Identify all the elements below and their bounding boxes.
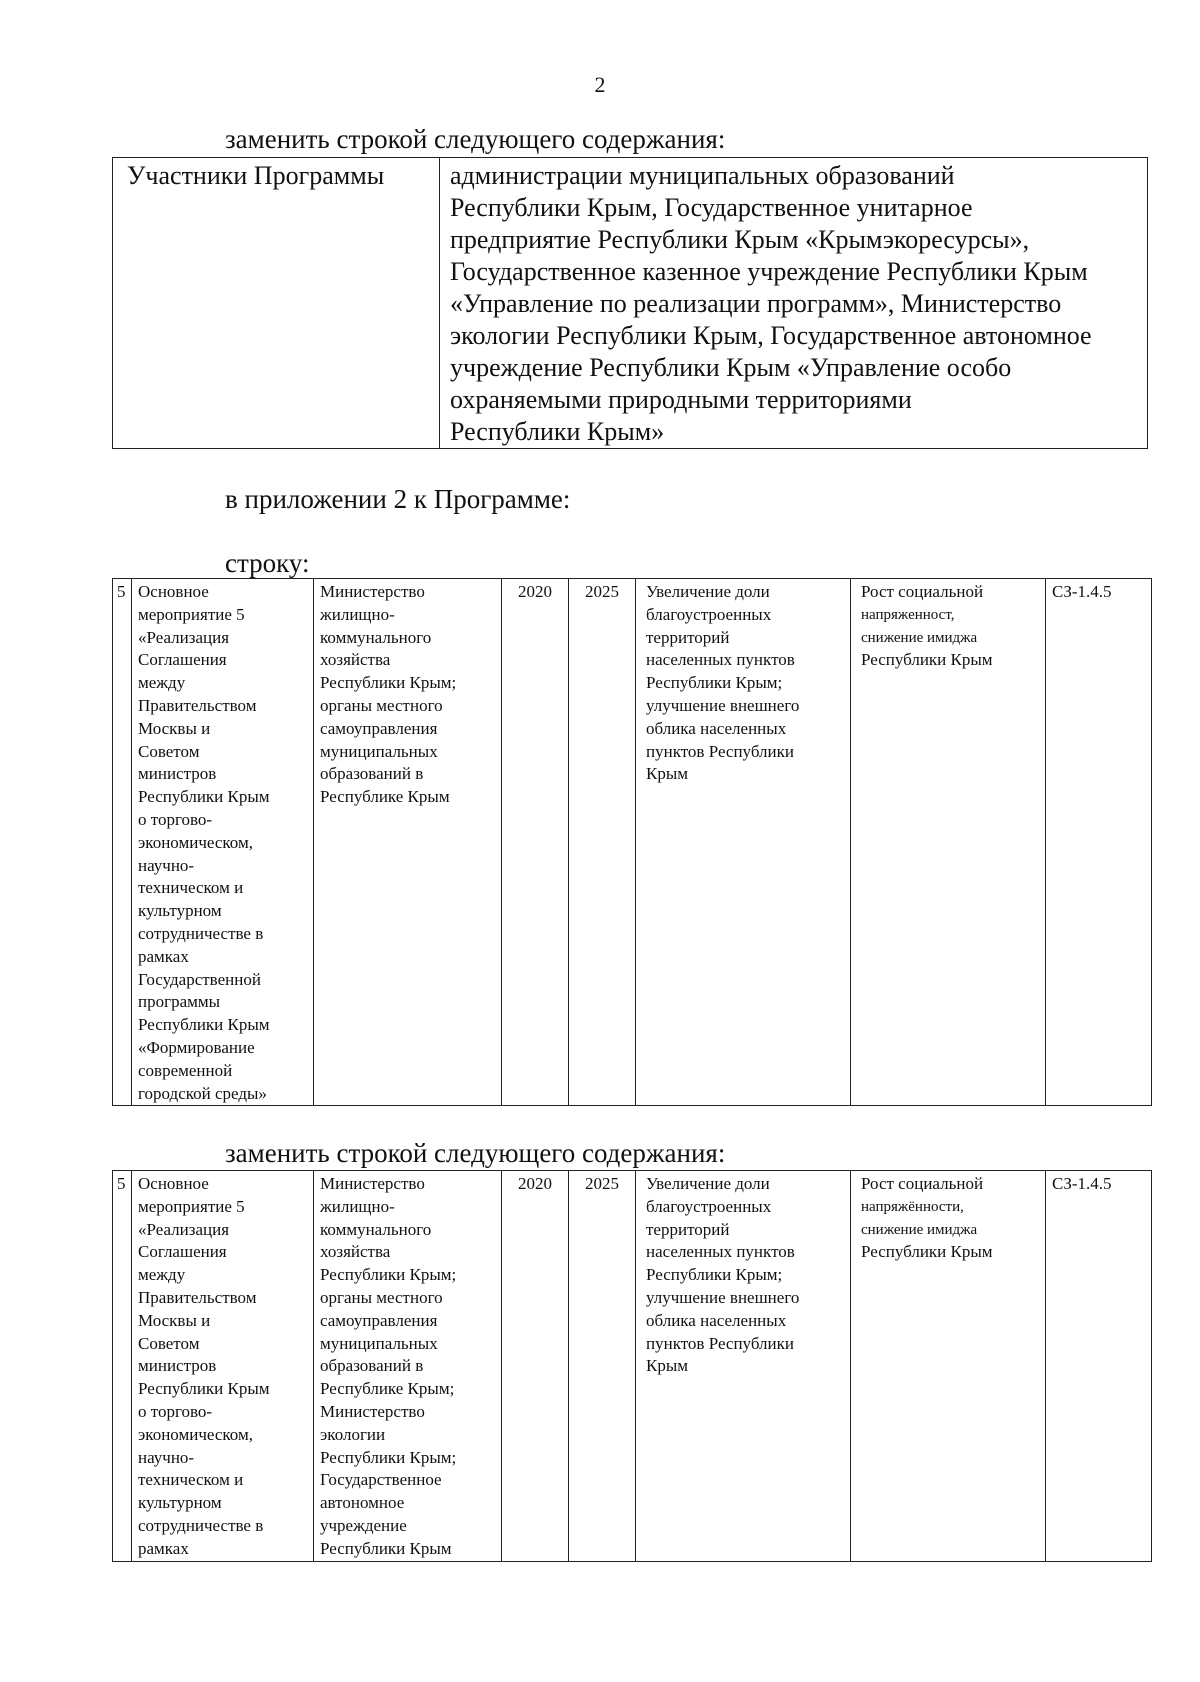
- row-risk-line1: Рост социальной: [861, 1174, 984, 1193]
- participants-content: [440, 158, 1148, 449]
- row-risk-line3: Республики Крым: [861, 1242, 993, 1262]
- section2-row-label: строку:: [225, 548, 310, 578]
- new-row-table: [112, 1170, 1152, 1562]
- row-code-text: СЗ-1.4.5: [1052, 1174, 1112, 1193]
- row-result-text: Увеличение доли благоустроенных территорий населенных пунктов Республики Крым; улучшение внешнего облика населенных пунктов Республики Крым: [646, 1174, 800, 1376]
- participants-row: [113, 158, 1148, 449]
- section1-intro: заменить строкой следующего содержания:: [225, 124, 726, 154]
- row-year-end-text: 2025: [585, 582, 619, 601]
- page-number: 2: [594, 72, 606, 97]
- row-executor-text: Министерство жилищно- коммунального хозяйства Республики Крым; органы местного самоуправления муниципальных образований в Республике Крым; Министерство экологии Республики Крым; Государственное автономное учреждение Республики Крым: [320, 1174, 457, 1558]
- row-executor: [314, 1171, 502, 1562]
- row-year-end: [569, 579, 636, 1106]
- table-row: [113, 579, 1152, 1106]
- row-event-text: Основное мероприятие 5 «Реализация Соглашения между Правительством Москвы и Советом министров Республики Крым о торгово- экономическом, научно- техническом и культурном сотрудничестве в рамках: [138, 1174, 270, 1558]
- row-number-text: 5: [117, 1174, 126, 1193]
- table-row: [113, 1171, 1152, 1562]
- row-code-text: СЗ-1.4.5: [1052, 582, 1112, 601]
- row-event: [132, 579, 314, 1106]
- row-year-start-text: 2020: [518, 1174, 552, 1193]
- row-event: [132, 1171, 314, 1562]
- old-row-table: [112, 578, 1152, 1106]
- row-risk-line3: Республики Крым: [861, 650, 993, 670]
- participants-table: [112, 157, 1148, 449]
- row-year-start-text: 2020: [518, 582, 552, 601]
- row-code: [1046, 1171, 1152, 1562]
- participants-content-text: администрации муниципальных образований Республики Крым, Государственное унитарное предприятие Республики Крым «Крымэкоресурсы», Государственное казенное учреждение Республики Крым «Управление по реализации программ», Министерство экологии Республики Крым, Государственное автономное учреждение Республики Крым «Управление особо охраняемыми природными территориями Республики Крым»: [450, 161, 1092, 446]
- row-year-end: [569, 1171, 636, 1562]
- row-year-start: [502, 579, 569, 1106]
- row-result: [636, 1171, 851, 1562]
- row-risk: [851, 1171, 1046, 1562]
- row-number-text: 5: [117, 582, 126, 601]
- participants-label: [113, 158, 440, 449]
- section3-intro: заменить строкой следующего содержания:: [225, 1138, 726, 1168]
- row-executor: [314, 579, 502, 1106]
- row-number: [113, 1171, 132, 1562]
- section2-intro: в приложении 2 к Программе:: [225, 484, 571, 514]
- row-result-text: Увеличение доли благоустроенных территорий населенных пунктов Республики Крым; улучшение внешнего облика населенных пунктов Республики Крым: [646, 582, 800, 784]
- row-code: [1046, 579, 1152, 1106]
- row-executor-text: Министерство жилищно- коммунального хозяйства Республики Крым; органы местного самоуправления муниципальных образований в Республике Крым: [320, 582, 457, 807]
- row-risk-line2: напряжённости, снижение имиджа: [861, 1198, 978, 1238]
- row-result: [636, 579, 851, 1106]
- row-year-end-text: 2025: [585, 1174, 619, 1193]
- row-event-text: Основное мероприятие 5 «Реализация Соглашения между Правительством Москвы и Советом министров Республики Крым о торгово- экономическом, научно- техническом и культурном сотрудничестве в рамках Государственной программы Республики Крым «Формирование современной городской среды»: [138, 582, 270, 1103]
- row-risk-line1: Рост социальной: [861, 582, 984, 601]
- row-number: [113, 579, 132, 1106]
- row-year-start: [502, 1171, 569, 1562]
- row-risk: [851, 579, 1046, 1106]
- row-risk-line2: напряженност, снижение имиджа: [861, 606, 978, 646]
- participants-label-text: Участники Программы: [127, 161, 385, 190]
